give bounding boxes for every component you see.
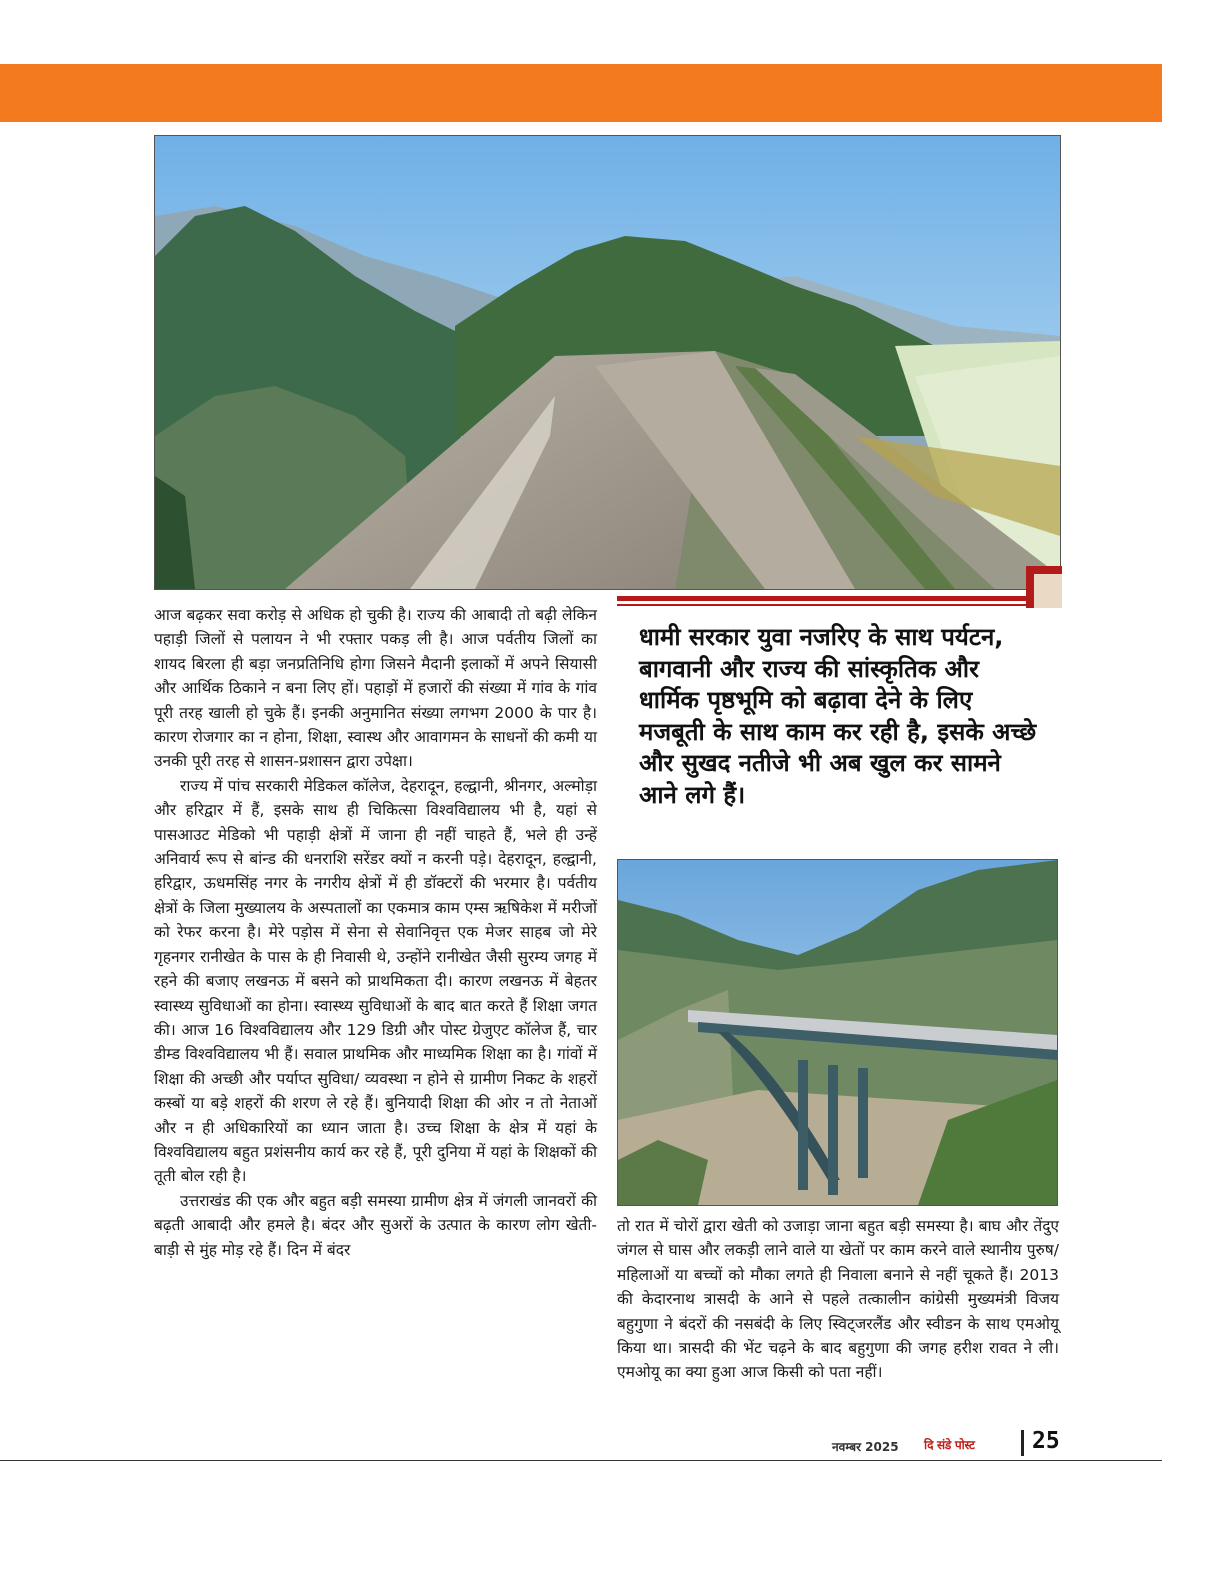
quote-rule-thin <box>617 604 1033 606</box>
left-text-column <box>154 603 597 1262</box>
paragraph: उत्तराखंड की एक और बहुत बड़ी समस्या ग्रामीण क्षेत्र में जंगली जानवरों की बढ़ती आबादी और हमले है। बंदर और सुअरों के उत्पात के कारण लोग खेती-बाड़ी से मुंह मोड़ रहे हैं। दिन में बंदर <box>154 1191 597 1259</box>
footer-separator <box>1021 1430 1024 1456</box>
paragraph: आज बढ़कर सवा करोड़ से अधिक हो चुकी है। राज्य की आबादी तो बढ़ी लेकिन पहाड़ी जिलों से पलायन ने भी रफ्तार पकड़ ली है। आज पर्वतीय जिलों का शायद बिरला ही बड़ा जनप्रतिनिधि होगा जिसने मैदानी इलाकों में अपने सियासी और आर्थिक ठिकाने न बना लिए हों। पहाड़ों में हजारों की संख्या में गांव के गांव पूरी तरह खाली हो चुके हैं। इनकी अनुमानित संख्या लगभग 2000 के पार है। कारण रोजगार का न होना, शिक्षा, स्वास्थ और आवागमन के साधनों की कमी या उनकी पूरी तरह से शासन-प्रशासन द्वारा उपेक्षा। <box>154 606 597 771</box>
paragraph: राज्य में पांच सरकारी मेडिकल कॉलेज, देहरादून, हल्द्वानी, श्रीनगर, अल्मोड़ा और हरिद्वार में हैं, इसके साथ ही चिकित्सा विश्वविद्यालय भी है, यहां से पासआउट मेडिको भी पहाड़ी क्षेत्रों में जाना ही नहीं चाहते हैं, भले ही उन्हें अनिवार्य रूप से बांन्ड की धनराशि सरेंडर क्यों न करनी पड़े। देहरादून, हल्द्वानी, हरिद्वार, ऊधमसिंह नगर के नगरीय क्षेत्रों में ही डॉक्टरों की भरमार है। पर्वतीय क्षेत्रों के जिला मुख्यालय के अस्पतालों का एकमात्र काम एम्स ऋषिकेश में मरीजों को रेफर करना है। मेरे पड़ोस में सेना से सेवानिवृत्त एक मेजर साहब जो मेरे गृहनगर रानीखेत के पास के ही निवासी थे, उन्होंने रानीखेत जैसी सुरम्य जगह में रहने की बजाए लखनऊ में बसने को प्राथमिकता दी। कारण लखनऊ में बेहतर स्वास्थ्य सुविधाओं का होना। स्वास्थ्य सुविधाओं के बाद बात करते हैं शिक्षा जगत की। आज 16 विश्वविद्यालय और 129 डिग्री और पोस्ट ग्रेजुएट कॉलेज हैं, चार डीम्ड विश्वविद्यालय भी हैं। सवाल प्राथमिक और माध्यमिक शिक्षा का है। गांवों में शिक्षा की अच्छी और पर्याप्त सुविधा/ व्यवस्था न होने से ग्रामीण निकट के शहरों कस्बों या बड़े शहरों की शरण ले रहे हैं। बुनियादी शिक्षा की ओर न तो नेताओं और न ही अधिकारियों का ध्यान जाता है। उच्च शिक्षा के क्षेत्र में यहां के विश्वविद्यालय बहुत प्रशंसनीय कार्य कर रहे हैं, पूरी दुनिया में यहां के शिक्षकों की तूती बोल रही है। <box>154 776 597 1186</box>
quote-corner-fill <box>1034 574 1062 608</box>
pull-quote: धामी सरकार युवा नजरिए के साथ पर्यटन, बागवानी और राज्य की सांस्कृतिक और धार्मिक पृष्ठभूमि को बढ़ावा देने के लिए मजबूती के साथ काम कर रही है, इसके अच्छे और सुखद नतीजे भी अब खुल कर सामने आने लगे हैं। <box>639 623 1037 809</box>
right-text-column <box>617 1214 1059 1385</box>
paragraph: तो रात में चोरों द्वारा खेती को उजाड़ा जाना बहुत बड़ी समस्या है। बाघ और तेंदुए जंगल से घास और लकड़ी लाने वाले या खेतों पर काम करने वाले स्थानीय पुरुष/महिलाओं या बच्चों को मौका लगते ही निवाला बनाने से नहीं चूकते हैं। 2013 की केदारनाथ त्रासदी के आने से पहले तत्कालीन कांग्रेसी मुख्यमंत्री विजय बहुगुणा ने बंदरों की नसबंदी के लिए स्विट्जरलैंड और स्वीडन के साथ एमओयू किया था। त्रासदी की भेंट चढ़ने के बाद बहुगुणा की जगह हरीश रावत ने ली। एमओयू का क्या हुआ आज किसी को पता नहीं। <box>617 1217 1059 1382</box>
dam-photo <box>154 135 1061 590</box>
page-number: 25 <box>1032 1428 1060 1454</box>
magazine-brand: दि संडे पोस्ट <box>924 1438 975 1452</box>
quote-rule <box>617 596 1033 601</box>
issue-date: नवम्बर 2025 <box>832 1440 899 1454</box>
bridge-photo <box>617 859 1058 1206</box>
header-color-bar <box>0 64 1162 122</box>
footer-rule <box>0 1460 1162 1461</box>
